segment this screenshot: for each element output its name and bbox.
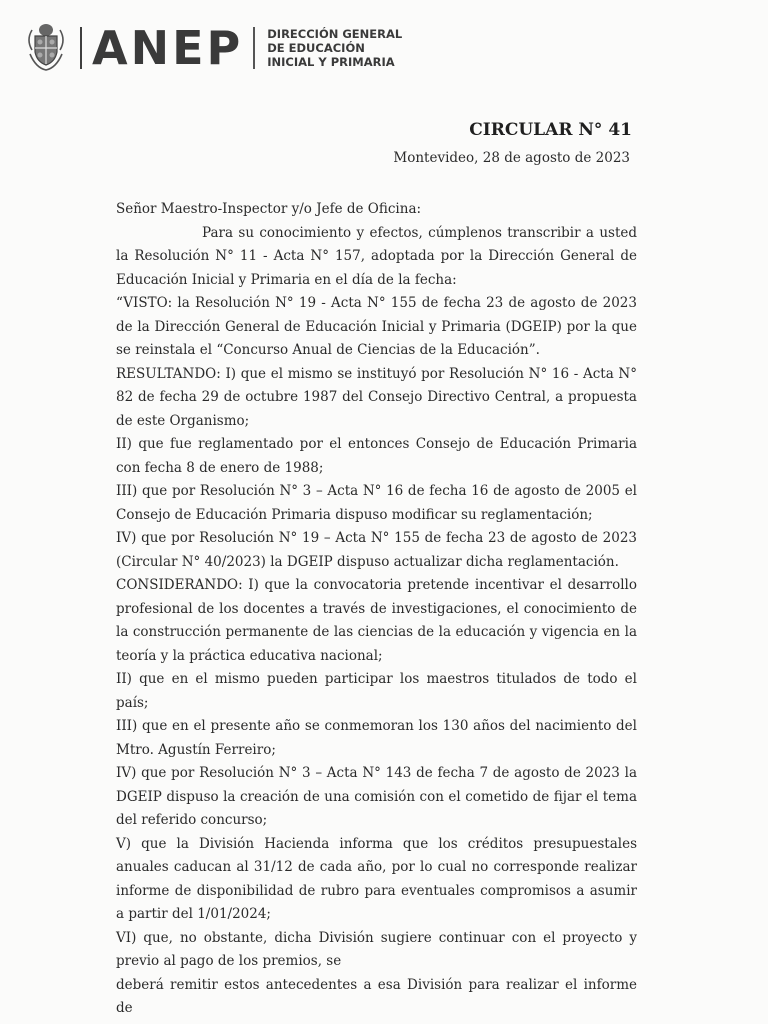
paragraph: IV) que por Resolución N° 3 – Acta N° 143 de fecha 7 de agosto de 2023 la DGEIP dispuso la creación de una comisión con el cometido de fijar el tema del referido concurso; — [116, 765, 637, 828]
paragraph: “VISTO: la Resolución N° 19 - Acta N° 155 de fecha 23 de agosto de 2023 de la Dirección General de Educación Inicial y Primaria (DGEIP) por la que se reinstala el “Concurso Anual de Ciencias de la Educación”. — [116, 295, 637, 358]
paragraph: deberá remitir estos antecedentes a esa División para realizar el informe de — [116, 976, 637, 1016]
institution-name-line: DIRECCIÓN GENERAL — [267, 27, 403, 41]
paragraph: II) que en el mismo pueden participar los maestros titulados de todo el país; — [116, 671, 637, 711]
paragraph: Para su conocimiento y efectos, cúmplenos transcribir a usted la Resolución N° 11 - Acta N° 157, adoptada por la Dirección General de Educación Inicial y Primaria en el día de la fecha: — [116, 224, 637, 288]
uruguay-coat-of-arms-icon — [22, 20, 70, 76]
paragraph: III) que por Resolución N° 3 – Acta N° 16 de fecha 16 de agosto de 2005 el Consejo de Educación Primaria dispuso modificar su reglamentación; — [116, 483, 637, 523]
institution-name-line: INICIAL Y PRIMARIA — [267, 55, 395, 69]
paragraph: III) que en el presente año se conmemoran los 130 años del nacimiento del Mtro. Agustín Ferreiro; — [116, 718, 637, 758]
institution-name-line: DE EDUCACIÓN — [267, 41, 365, 55]
paragraph: VI) que, no obstante, dicha División sugiere continuar con el proyecto y previo al pago de los premios, se — [116, 929, 637, 969]
anep-logo: ANEP — [92, 21, 244, 75]
salutation: Señor Maestro-Inspector y/o Jefe de Oficina: — [116, 201, 422, 217]
institution-name — [267, 27, 402, 69]
letterhead — [22, 20, 402, 76]
paragraph: CONSIDERANDO: I) que la convocatoria pretende incentivar el desarrollo profesional de los docentes a través de investigaciones, el conocimiento de la construcción permanente de las ciencias de la educación y vigencia en la teoría y la práctica educativa nacional; — [116, 577, 637, 664]
paragraph: V) que la División Hacienda informa que los créditos presupuestales anuales caducan al 31/12 de cada año, por lo cual no corresponde realizar informe de disponibilidad de rubro para eventuales compromisos a asumir a partir del 1/01/2024; — [116, 835, 637, 922]
circular-date: Montevideo, 28 de agosto de 2023 — [393, 150, 630, 166]
paragraph: IV) que por Resolución N° 19 – Acta N° 155 de fecha 23 de agosto de 2023 (Circular N° 40/2023) la DGEIP dispuso actualizar dicha reglamentación. — [116, 530, 637, 570]
header-divider — [80, 27, 82, 69]
header-divider-2 — [253, 27, 255, 69]
circular-title: CIRCULAR N° 41 — [469, 120, 632, 140]
paragraph: II) que fue reglamentado por el entonces Consejo de Educación Primaria con fecha 8 de enero de 1988; — [116, 436, 637, 476]
paragraph: RESULTANDO: I) que el mismo se instituyó por Resolución N° 16 - Acta N° 82 de fecha 29 de octubre 1987 del Consejo Directivo Central, a propuesta de este Organismo; — [116, 365, 637, 429]
document-body — [116, 198, 637, 1021]
